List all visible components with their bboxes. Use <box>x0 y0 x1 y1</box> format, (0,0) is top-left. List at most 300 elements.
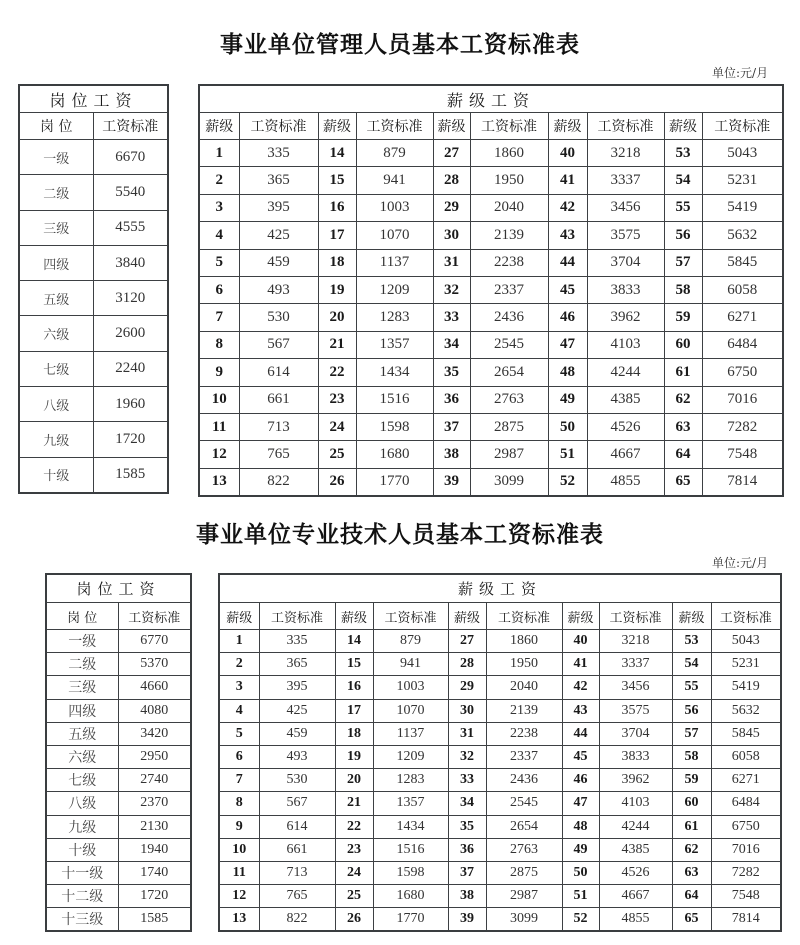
salary-cell: 459 <box>239 249 318 276</box>
salary-cell: 3575 <box>599 699 672 722</box>
grade-cell: 52 <box>548 468 587 496</box>
grade-cell: 26 <box>318 468 356 496</box>
salary-cell: 5043 <box>702 140 783 167</box>
salary-cell: 7016 <box>702 386 783 413</box>
table-row <box>199 249 783 276</box>
grade-cell: 55 <box>672 676 711 699</box>
column-header-salary: 工资标准 <box>470 113 548 140</box>
salary-cell: 4385 <box>587 386 664 413</box>
table-row <box>19 457 168 493</box>
management-salary-title: 事业单位管理人员基本工资标准表 <box>220 31 580 58</box>
table-row <box>199 304 783 331</box>
salary-cell: 335 <box>259 630 335 653</box>
table-row <box>219 838 781 861</box>
table-row <box>199 331 783 358</box>
grade-cell: 59 <box>664 304 702 331</box>
table-row <box>199 441 783 468</box>
grade-cell: 27 <box>433 140 470 167</box>
grade-cell: 20 <box>318 304 356 331</box>
grade-cell: 45 <box>548 276 587 303</box>
salary-cell: 614 <box>259 815 335 838</box>
salary-cell: 459 <box>259 722 335 745</box>
salary-cell: 5231 <box>711 653 781 676</box>
grade-cell: 29 <box>433 194 470 221</box>
table-row <box>219 676 781 699</box>
position-cell: 七级 <box>19 351 93 386</box>
salary-cell: 1003 <box>373 676 448 699</box>
grade-cell: 17 <box>335 699 373 722</box>
grade-cell: 63 <box>664 413 702 440</box>
grade-cell: 47 <box>562 792 599 815</box>
salary-cell: 1283 <box>356 304 433 331</box>
position-cell: 三级 <box>46 676 118 699</box>
grade-cell: 34 <box>448 792 486 815</box>
grade-cell: 37 <box>433 413 470 440</box>
technical-position-salary-table <box>45 573 192 932</box>
position-cell: 十三级 <box>46 908 118 932</box>
column-header-salary: 工资标准 <box>93 113 168 140</box>
grade-cell: 15 <box>335 653 373 676</box>
grade-cell: 32 <box>448 745 486 768</box>
grade-cell: 6 <box>199 276 239 303</box>
grade-cell: 17 <box>318 222 356 249</box>
salary-cell: 713 <box>239 413 318 440</box>
grade-cell: 35 <box>448 815 486 838</box>
grade-cell: 7 <box>199 304 239 331</box>
grade-cell: 44 <box>548 249 587 276</box>
salary-cell: 6058 <box>702 276 783 303</box>
salary-cell: 335 <box>239 140 318 167</box>
position-rows <box>19 140 168 493</box>
grade-cell: 21 <box>335 792 373 815</box>
salary-cell: 3962 <box>587 304 664 331</box>
grade-cell: 8 <box>199 331 239 358</box>
salary-cell: 6484 <box>711 792 781 815</box>
salary-cell: 2987 <box>486 885 562 908</box>
table-row <box>219 861 781 884</box>
grade-cell: 48 <box>548 359 587 386</box>
table-row <box>219 885 781 908</box>
salary-cell: 3456 <box>599 676 672 699</box>
salary-cell: 365 <box>259 653 335 676</box>
grade-cell: 61 <box>664 359 702 386</box>
salary-cell: 2875 <box>486 861 562 884</box>
column-header-salary: 工资标准 <box>259 603 335 630</box>
salary-cell: 2337 <box>486 745 562 768</box>
grade-cell: 2 <box>219 653 259 676</box>
salary-cell: 3575 <box>587 222 664 249</box>
grade-cell: 28 <box>433 167 470 194</box>
salary-cell: 2436 <box>470 304 548 331</box>
grade-cell: 55 <box>664 194 702 221</box>
salary-cell: 7282 <box>711 861 781 884</box>
grade-cell: 27 <box>448 630 486 653</box>
grade-cell: 62 <box>664 386 702 413</box>
table-row <box>19 175 168 210</box>
position-cell: 七级 <box>46 769 118 792</box>
grade-cell: 46 <box>548 304 587 331</box>
grade-cell: 58 <box>672 745 711 768</box>
salary-cell: 1950 <box>486 653 562 676</box>
technical-salary-title: 事业单位专业技术人员基本工资标准表 <box>196 521 604 548</box>
table-row <box>219 908 781 932</box>
salary-cell: 822 <box>239 468 318 496</box>
table-row <box>199 222 783 249</box>
column-header-salary: 工资标准 <box>702 113 783 140</box>
grade-header-row <box>219 603 781 630</box>
salary-cell: 3337 <box>587 167 664 194</box>
grade-cell: 16 <box>318 194 356 221</box>
column-header-position: 岗 位 <box>46 603 118 630</box>
column-header-grade: 薪级 <box>562 603 599 630</box>
column-header-grade: 薪级 <box>548 113 587 140</box>
grade-cell: 33 <box>433 304 470 331</box>
salary-cell: 3833 <box>599 745 672 768</box>
table-row <box>19 422 168 457</box>
salary-cell: 3099 <box>486 908 562 932</box>
table-row <box>46 815 191 838</box>
grade-cell: 32 <box>433 276 470 303</box>
grade-cell: 16 <box>335 676 373 699</box>
salary-cell: 4526 <box>599 861 672 884</box>
salary-cell: 2875 <box>470 413 548 440</box>
salary-cell: 713 <box>259 861 335 884</box>
position-cell: 一级 <box>19 140 93 175</box>
grade-cell: 43 <box>562 699 599 722</box>
position-cell: 六级 <box>46 745 118 768</box>
table-row <box>46 885 191 908</box>
column-header-grade: 薪级 <box>448 603 486 630</box>
salary-cell: 1516 <box>356 386 433 413</box>
salary-cell: 1516 <box>373 838 448 861</box>
salary-cell: 1070 <box>373 699 448 722</box>
grade-cell: 56 <box>664 222 702 249</box>
salary-cell: 395 <box>239 194 318 221</box>
grade-cell: 23 <box>335 838 373 861</box>
salary-cell: 2950 <box>118 745 191 768</box>
position-cell: 一级 <box>46 630 118 653</box>
salary-cell: 2545 <box>486 792 562 815</box>
table-row <box>19 387 168 422</box>
salary-cell: 2337 <box>470 276 548 303</box>
grade-cell: 57 <box>672 722 711 745</box>
table-row <box>199 468 783 496</box>
table-caption: 薪级工资 <box>199 85 783 113</box>
grade-cell: 21 <box>318 331 356 358</box>
table-row <box>46 722 191 745</box>
grade-cell: 36 <box>448 838 486 861</box>
grade-cell: 10 <box>219 838 259 861</box>
salary-cell: 2987 <box>470 441 548 468</box>
grade-cell: 33 <box>448 769 486 792</box>
salary-cell: 4244 <box>587 359 664 386</box>
salary-cell: 4667 <box>587 441 664 468</box>
salary-cell: 7548 <box>711 885 781 908</box>
grade-cell: 60 <box>672 792 711 815</box>
column-header-salary: 工资标准 <box>599 603 672 630</box>
table-row <box>46 792 191 815</box>
grade-cell: 50 <box>562 861 599 884</box>
grade-cell: 39 <box>448 908 486 932</box>
salary-cell: 3840 <box>93 245 168 280</box>
salary-cell: 1740 <box>118 861 191 884</box>
salary-cell: 3120 <box>93 281 168 316</box>
salary-cell: 5419 <box>702 194 783 221</box>
salary-cell: 4244 <box>599 815 672 838</box>
salary-cell: 3218 <box>587 140 664 167</box>
salary-cell: 5540 <box>93 175 168 210</box>
salary-cell: 2130 <box>118 815 191 838</box>
table-row <box>219 815 781 838</box>
position-cell: 八级 <box>46 792 118 815</box>
table-row <box>46 653 191 676</box>
salary-cell: 614 <box>239 359 318 386</box>
grade-cell: 49 <box>562 838 599 861</box>
salary-cell: 4526 <box>587 413 664 440</box>
salary-cell: 7548 <box>702 441 783 468</box>
grade-cell: 4 <box>219 699 259 722</box>
salary-cell: 941 <box>356 167 433 194</box>
column-header-grade: 薪级 <box>199 113 239 140</box>
salary-cell: 5845 <box>702 249 783 276</box>
table-caption: 岗位工资 <box>46 574 191 603</box>
table-row <box>199 359 783 386</box>
position-cell: 三级 <box>19 210 93 245</box>
salary-cell: 3456 <box>587 194 664 221</box>
table-row <box>199 386 783 413</box>
column-header-grade: 薪级 <box>318 113 356 140</box>
salary-cell: 2139 <box>486 699 562 722</box>
grade-cell: 7 <box>219 769 259 792</box>
salary-cell: 1357 <box>373 792 448 815</box>
salary-cell: 6770 <box>118 630 191 653</box>
salary-cell: 1860 <box>486 630 562 653</box>
position-cell: 五级 <box>19 281 93 316</box>
table-row <box>199 194 783 221</box>
grade-cell: 60 <box>664 331 702 358</box>
salary-cell: 5845 <box>711 722 781 745</box>
grade-cell: 36 <box>433 386 470 413</box>
grade-cell: 14 <box>318 140 356 167</box>
table-row <box>46 861 191 884</box>
grade-cell: 54 <box>672 653 711 676</box>
grade-cell: 46 <box>562 769 599 792</box>
table-row <box>19 140 168 175</box>
grade-cell: 31 <box>448 722 486 745</box>
table-row <box>19 281 168 316</box>
position-cell: 六级 <box>19 316 93 351</box>
salary-cell: 4555 <box>93 210 168 245</box>
grade-cell: 44 <box>562 722 599 745</box>
salary-cell: 1680 <box>356 441 433 468</box>
salary-cell: 1137 <box>373 722 448 745</box>
column-header-salary: 工资标准 <box>239 113 318 140</box>
table-row <box>46 908 191 932</box>
column-header-grade: 薪级 <box>672 603 711 630</box>
position-cell: 九级 <box>19 422 93 457</box>
salary-cell: 395 <box>259 676 335 699</box>
salary-cell: 822 <box>259 908 335 932</box>
salary-cell: 6271 <box>711 769 781 792</box>
salary-cell: 879 <box>356 140 433 167</box>
column-header-position: 岗 位 <box>19 113 93 140</box>
salary-cell: 6271 <box>702 304 783 331</box>
grade-cell: 40 <box>548 140 587 167</box>
position-cell: 四级 <box>19 245 93 280</box>
salary-cell: 3704 <box>599 722 672 745</box>
position-cell: 二级 <box>46 653 118 676</box>
salary-cell: 425 <box>259 699 335 722</box>
grade-cell: 47 <box>548 331 587 358</box>
salary-cell: 1680 <box>373 885 448 908</box>
position-cell: 五级 <box>46 722 118 745</box>
grade-cell: 39 <box>433 468 470 496</box>
salary-cell: 3420 <box>118 722 191 745</box>
salary-cell: 1598 <box>373 861 448 884</box>
grade-cell: 51 <box>548 441 587 468</box>
salary-cell: 493 <box>259 745 335 768</box>
salary-cell: 365 <box>239 167 318 194</box>
column-header-salary: 工资标准 <box>587 113 664 140</box>
grade-cell: 5 <box>219 722 259 745</box>
salary-cell: 1137 <box>356 249 433 276</box>
grade-cell: 18 <box>318 249 356 276</box>
salary-cell: 2040 <box>470 194 548 221</box>
salary-cell: 567 <box>239 331 318 358</box>
salary-cell: 530 <box>239 304 318 331</box>
grade-cell: 56 <box>672 699 711 722</box>
grade-cell: 15 <box>318 167 356 194</box>
table-row <box>219 699 781 722</box>
grade-cell: 19 <box>335 745 373 768</box>
salary-cell: 2436 <box>486 769 562 792</box>
table-row <box>199 167 783 194</box>
table-row <box>46 676 191 699</box>
salary-cell: 2545 <box>470 331 548 358</box>
salary-cell: 3099 <box>470 468 548 496</box>
grade-cell: 45 <box>562 745 599 768</box>
table-row <box>46 699 191 722</box>
grade-rows <box>199 140 783 497</box>
table-row <box>46 745 191 768</box>
salary-cell: 4660 <box>118 676 191 699</box>
grade-cell: 3 <box>219 676 259 699</box>
grade-cell: 11 <box>199 413 239 440</box>
grade-cell: 3 <box>199 194 239 221</box>
grade-cell: 41 <box>548 167 587 194</box>
grade-cell: 14 <box>335 630 373 653</box>
table-row <box>219 630 781 653</box>
salary-cell: 5632 <box>702 222 783 249</box>
salary-cell: 5370 <box>118 653 191 676</box>
grade-cell: 6 <box>219 745 259 768</box>
grade-cell: 57 <box>664 249 702 276</box>
grade-cell: 24 <box>318 413 356 440</box>
grade-cell: 50 <box>548 413 587 440</box>
grade-cell: 18 <box>335 722 373 745</box>
grade-cell: 64 <box>672 885 711 908</box>
salary-cell: 1070 <box>356 222 433 249</box>
table-row <box>199 276 783 303</box>
position-cell: 十一级 <box>46 861 118 884</box>
grade-cell: 51 <box>562 885 599 908</box>
grade-cell: 11 <box>219 861 259 884</box>
salary-cell: 2040 <box>486 676 562 699</box>
salary-cell: 1283 <box>373 769 448 792</box>
column-header-salary: 工资标准 <box>373 603 448 630</box>
salary-cell: 2370 <box>118 792 191 815</box>
salary-cell: 2740 <box>118 769 191 792</box>
grade-cell: 49 <box>548 386 587 413</box>
salary-cell: 1770 <box>356 468 433 496</box>
salary-cell: 1720 <box>118 885 191 908</box>
position-cell: 四级 <box>46 699 118 722</box>
table-row <box>219 745 781 768</box>
position-cell: 九级 <box>46 815 118 838</box>
grade-cell: 30 <box>448 699 486 722</box>
salary-cell: 765 <box>239 441 318 468</box>
table-row <box>19 210 168 245</box>
salary-cell: 6750 <box>702 359 783 386</box>
salary-cell: 2654 <box>486 815 562 838</box>
grade-cell: 38 <box>448 885 486 908</box>
column-header-grade: 薪级 <box>219 603 259 630</box>
table-row <box>219 722 781 745</box>
salary-cell: 2238 <box>470 249 548 276</box>
salary-cell: 567 <box>259 792 335 815</box>
position-cell: 十二级 <box>46 885 118 908</box>
grade-cell: 30 <box>433 222 470 249</box>
salary-cell: 4385 <box>599 838 672 861</box>
position-cell: 八级 <box>19 387 93 422</box>
grade-cell: 25 <box>335 885 373 908</box>
salary-cell: 6750 <box>711 815 781 838</box>
grade-cell: 13 <box>199 468 239 496</box>
grade-cell: 4 <box>199 222 239 249</box>
position-cell: 十级 <box>19 457 93 493</box>
salary-cell: 5632 <box>711 699 781 722</box>
grade-cell: 34 <box>433 331 470 358</box>
column-header-grade: 薪级 <box>664 113 702 140</box>
grade-cell: 59 <box>672 769 711 792</box>
salary-cell: 2763 <box>470 386 548 413</box>
grade-cell: 43 <box>548 222 587 249</box>
salary-cell: 5419 <box>711 676 781 699</box>
grade-cell: 26 <box>335 908 373 932</box>
salary-cell: 2763 <box>486 838 562 861</box>
grade-cell: 63 <box>672 861 711 884</box>
salary-cell: 2238 <box>486 722 562 745</box>
salary-cell: 4855 <box>599 908 672 932</box>
salary-cell: 1209 <box>356 276 433 303</box>
table-row <box>219 792 781 815</box>
salary-cell: 3337 <box>599 653 672 676</box>
salary-cell: 3962 <box>599 769 672 792</box>
salary-cell: 1860 <box>470 140 548 167</box>
position-cell: 十级 <box>46 838 118 861</box>
grade-cell: 41 <box>562 653 599 676</box>
table-row <box>46 838 191 861</box>
grade-cell: 24 <box>335 861 373 884</box>
salary-cell: 5231 <box>702 167 783 194</box>
table-row <box>46 769 191 792</box>
table-row <box>199 413 783 440</box>
technical-grade-salary-table <box>218 573 782 932</box>
salary-cell: 2139 <box>470 222 548 249</box>
table-row <box>19 245 168 280</box>
salary-cell: 425 <box>239 222 318 249</box>
unit-label: 单位:元/月 <box>712 556 769 570</box>
